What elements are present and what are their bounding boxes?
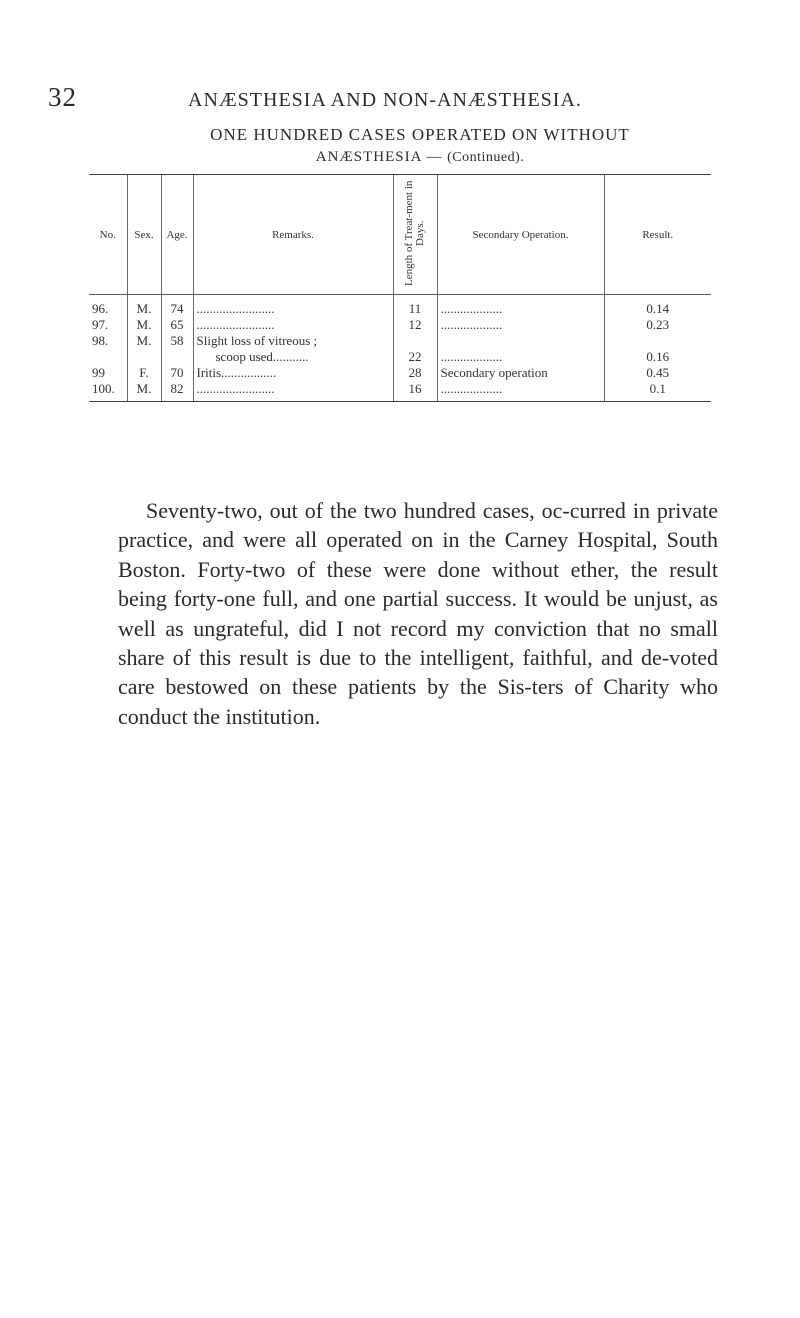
table-row	[89, 295, 711, 318]
table-title-line1: ONE HUNDRED CASES OPERATED ON WITHOUT	[210, 125, 630, 144]
table-row	[89, 317, 711, 333]
cell-result: 0.16	[604, 349, 711, 365]
cell-no: 96.	[92, 301, 109, 316]
cell-age: 70	[161, 365, 193, 381]
cell-sex: M.	[127, 381, 161, 402]
table-row	[89, 365, 711, 381]
cell-secondary: ...................	[437, 349, 604, 365]
table-title-line2-wrap	[60, 146, 780, 169]
page-number: 32	[48, 82, 77, 112]
cell-sex: M.	[127, 317, 161, 333]
header-length-text: Length of Treat-ment in Days.	[403, 180, 426, 286]
cell-remarks: ........................	[193, 381, 393, 402]
cell-remarks: scoop used...........	[193, 349, 393, 365]
cell-no: 98.	[92, 333, 109, 348]
cell-length: 22	[393, 349, 437, 365]
body-paragraph	[118, 496, 718, 731]
paragraph-text: Seventy-two, out of the two hundred cases, oc-curred in private practice, and were all operated on in the Carney Hospital, South Boston. Forty-two of these were done without ether, the result being forty-one full, and one partial success. It would be unjust, as well as ungrateful, did I not record my conviction that no small share of this result is due to the intelligent, faithful, and de-voted care bestowed on these patients by the Sis-ters of Charity who conduct the institution.	[118, 498, 718, 729]
cell-age	[161, 349, 193, 365]
table-title-line2: ANÆSTHESIA —	[315, 149, 443, 165]
header-remarks: Remarks.	[193, 175, 393, 295]
header-secondary: Secondary Operation.	[437, 175, 604, 295]
cell-sex	[127, 349, 161, 365]
cell-remarks: ........................	[193, 317, 393, 333]
running-head	[48, 82, 768, 113]
cell-age: 65	[161, 317, 193, 333]
cell-age: 74	[161, 295, 193, 318]
cell-length: 16	[393, 381, 437, 402]
cell-no: 97.	[92, 317, 109, 332]
table-title-continued: (Continued).	[447, 150, 525, 165]
cell-remarks: ........................	[193, 295, 393, 318]
running-title: ANÆSTHESIA AND NON-ANÆSTHESIA.	[188, 89, 582, 111]
header-length	[393, 175, 437, 295]
cell-sex: M.	[127, 333, 161, 349]
table-title	[60, 123, 780, 169]
cell-remarks: Iritis.................	[193, 365, 393, 381]
cell-secondary: Secondary operation	[437, 365, 604, 381]
cell-result: 0.1	[604, 381, 711, 402]
cell-no: 100.	[89, 381, 127, 402]
cell-secondary: ...................	[437, 295, 604, 318]
cell-secondary: ...................	[437, 381, 604, 402]
cell-result: 0.14	[604, 295, 711, 318]
cell-length: 12	[393, 317, 437, 333]
cell-secondary: ...................	[437, 317, 604, 333]
header-age: Age.	[161, 175, 193, 295]
cell-length: 28	[393, 365, 437, 381]
table-row	[89, 333, 711, 349]
cell-length	[393, 333, 437, 349]
header-no: No.	[89, 175, 127, 295]
header-result: Result.	[604, 175, 711, 295]
table-row	[89, 381, 711, 402]
cell-length: 11	[393, 295, 437, 318]
cell-age: 82	[161, 381, 193, 402]
cases-table	[89, 174, 711, 402]
cell-age: 58	[161, 333, 193, 349]
cell-result	[604, 333, 711, 349]
table-header-row	[89, 175, 711, 295]
cell-result: 0.23	[604, 317, 711, 333]
cell-sex: M.	[127, 295, 161, 318]
cell-no: 99	[92, 365, 105, 380]
table-row	[89, 349, 711, 365]
header-sex: Sex.	[127, 175, 161, 295]
cell-result: 0.45	[604, 365, 711, 381]
cell-sex: F.	[127, 365, 161, 381]
cell-remarks: Slight loss of vitreous ;	[193, 333, 393, 349]
cell-no	[89, 349, 127, 365]
cell-secondary	[437, 333, 604, 349]
